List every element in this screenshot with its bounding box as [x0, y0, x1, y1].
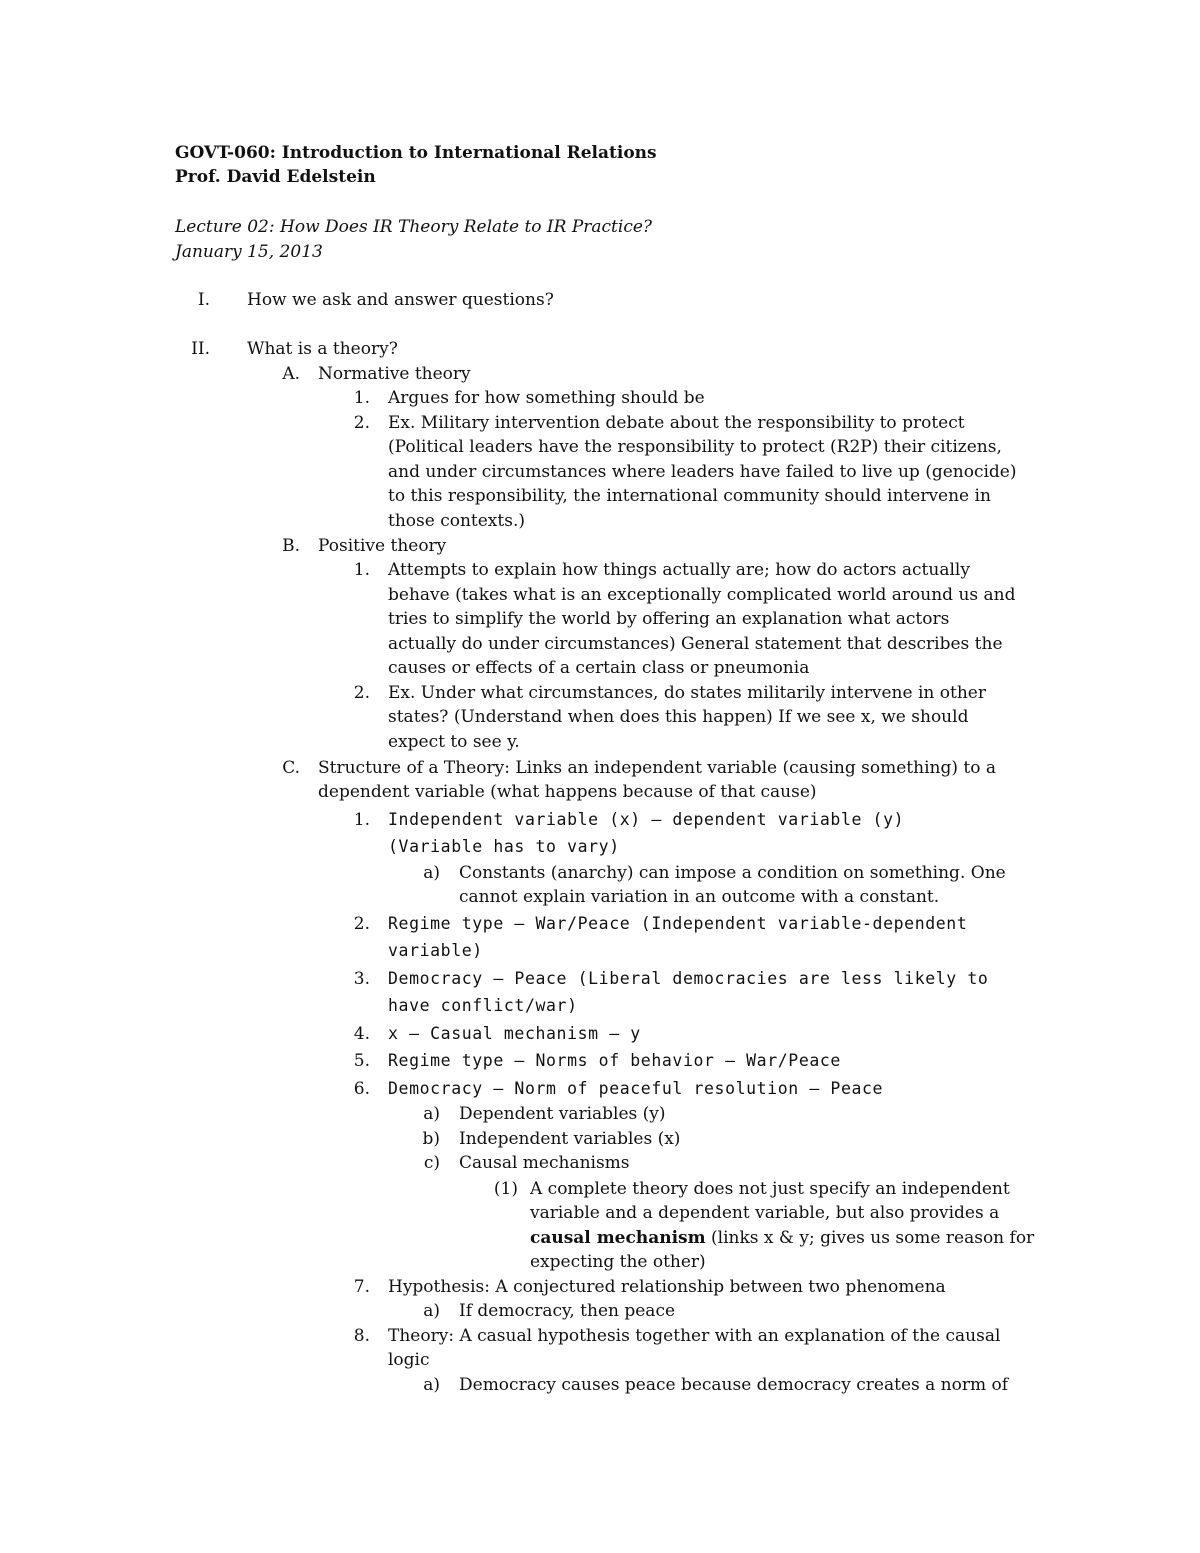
outline-line: (Political leaders have the responsibility to protect (R2P) their citizens,: [388, 437, 1002, 457]
lecture-title: Lecture 02: How Does IR Theory Relate to IR Practice?: [175, 217, 653, 237]
outline-marker: a): [423, 1104, 440, 1124]
outline-marker: 2.: [353, 914, 370, 934]
outline-item-II-C-4: x – Casual mechanism – y: [388, 1024, 641, 1043]
outline-marker: 2.: [353, 683, 370, 703]
outline-line: variable): [388, 941, 483, 960]
outline-item-II-C-6-b: Independent variables (x): [459, 1129, 681, 1149]
outline-marker: 5.: [353, 1051, 370, 1071]
outline-item-II-C-7-a: If democracy, then peace: [459, 1301, 676, 1321]
outline-marker: 3.: [353, 969, 370, 989]
outline-item-II-C-6: Democracy – Norm of peaceful resolution – Peace: [388, 1079, 884, 1098]
outline-item-II-C-5: Regime type – Norms of behavior – War/Peace: [388, 1051, 841, 1070]
outline-line: causes or effects of a certain class or pneumonia: [388, 658, 810, 678]
outline-line: states? (Understand when does this happen) If we see x, we should: [388, 707, 969, 727]
outline-marker: A.: [282, 364, 300, 384]
outline-line: Constants (anarchy) can impose a condition on something. One: [459, 863, 1006, 883]
outline-marker: 7.: [353, 1277, 370, 1297]
outline-line: logic: [388, 1350, 430, 1370]
outline-marker: 6.: [353, 1079, 370, 1099]
course-title: GOVT-060: Introduction to International Relations: [175, 143, 657, 163]
outline-line: those contexts.): [388, 511, 525, 531]
outline-marker: 2.: [353, 413, 370, 433]
outline-line: Structure of a Theory: Links an independent variable (causing something) to a: [318, 758, 996, 778]
outline-line: variable and a dependent variable, but also provides a: [530, 1203, 1000, 1223]
outline-line: and under circumstances where leaders have failed to live up (genocide): [388, 462, 1017, 482]
outline-line: expect to see y.: [388, 732, 520, 752]
outline-marker: 1.: [353, 388, 370, 408]
outline-marker: c): [423, 1153, 440, 1173]
outline-marker: a): [423, 1375, 440, 1395]
outline-marker: B.: [282, 536, 300, 556]
outline-marker: 1.: [353, 810, 370, 830]
outline-item-II: What is a theory?: [247, 339, 398, 359]
outline-marker: b): [422, 1129, 440, 1149]
outline-line: cannot explain variation in an outcome with a constant.: [459, 887, 940, 907]
lecture-date: January 15, 2013: [175, 242, 323, 262]
outline-line: to this responsibility, the international community should intervene in: [388, 486, 991, 506]
outline-line: tries to simplify the world by offering an explanation what actors: [388, 609, 950, 629]
outline-marker: 8.: [353, 1326, 370, 1346]
outline-line: Ex. Military intervention debate about the responsibility to protect: [388, 413, 965, 433]
outline-line: behave (takes what is an exceptionally complicated world around us and: [388, 585, 1016, 605]
outline-line: expecting the other): [530, 1252, 706, 1272]
outline-line-rest: (links x & y; gives us some reason for: [705, 1228, 1035, 1248]
outline-line: have conflict/war): [388, 996, 578, 1015]
outline-item-II-C-6-a: Dependent variables (y): [459, 1104, 666, 1124]
outline-item-II-C-7: Hypothesis: A conjectured relationship between two phenomena: [388, 1277, 946, 1297]
outline-item-II-C-8-a: Democracy causes peace because democracy creates a norm of: [459, 1375, 1009, 1395]
outline-marker: I.: [197, 290, 210, 310]
outline-line: Democracy – Peace (Liberal democracies are less likely to: [388, 969, 989, 988]
outline-line: (Variable has to vary): [388, 837, 620, 856]
outline-line: actually do under circumstances) General statement that describes the: [388, 634, 1003, 654]
outline-line: Independent variable (x) – dependent variable (y): [388, 810, 905, 829]
outline-marker: 1.: [353, 560, 370, 580]
outline-marker: C.: [282, 758, 300, 778]
outline-line: Regime type – War/Peace (Independent variable-dependent: [388, 914, 968, 933]
outline-marker: a): [423, 863, 440, 883]
outline-item-II-C-6-c: Causal mechanisms: [459, 1153, 630, 1173]
outline-line: Theory: A casual hypothesis together with an explanation of the causal: [388, 1326, 1001, 1346]
outline-line: dependent variable (what happens because of that cause): [318, 782, 817, 802]
outline-line: [530, 1226, 1034, 1251]
outline-marker: (1): [493, 1179, 518, 1199]
outline-item-II-B: Positive theory: [318, 536, 447, 556]
outline-item-I: How we ask and answer questions?: [247, 290, 554, 310]
professor-name: Prof. David Edelstein: [175, 167, 376, 187]
outline-line: Attempts to explain how things actually are; how do actors actually: [388, 560, 970, 580]
outline-line: A complete theory does not just specify an independent: [530, 1179, 1010, 1199]
outline-marker: 4.: [353, 1024, 370, 1044]
outline-item-II-A: Normative theory: [318, 364, 471, 384]
outline-item-II-A-1: Argues for how something should be: [388, 388, 705, 408]
outline-marker: a): [423, 1301, 440, 1321]
outline-marker: II.: [191, 339, 210, 359]
emphasis-term: causal mechanism: [530, 1228, 706, 1248]
outline-line: Ex. Under what circumstances, do states militarily intervene in other: [388, 683, 986, 703]
